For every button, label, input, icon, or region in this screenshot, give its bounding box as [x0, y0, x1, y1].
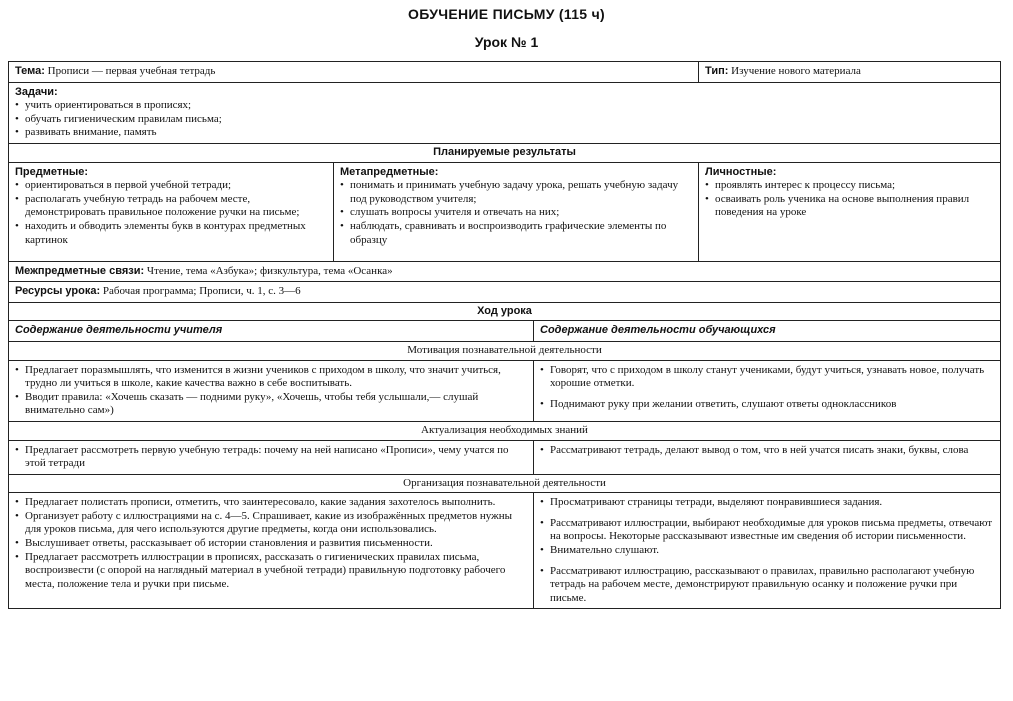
teacher-activity [9, 440, 534, 474]
list-item: • проявлять интерес к процессу письма; [705, 179, 994, 193]
lesson-plan-table [8, 61, 1001, 609]
list-item: • развивать внимание, память [15, 126, 994, 140]
topic-row [9, 62, 1001, 83]
stage-actualization: Актуализация необходимых знаний [9, 421, 1001, 440]
stage-row [9, 360, 1001, 421]
teacher-activity [9, 493, 534, 609]
interdisciplinary-links: Межпредметные связи: Чтение, тема «Азбука»; физкультура, тема «Осанка» [9, 261, 1001, 282]
meta-results: Метапредметные: • понимать и принимать учебную задачу урока, решать учебную задачу под руководством учителя; • слушать вопросы учителя и отвечать на них; • наблюдать, сравнивать и воспроизводить графические элементы по образцу [334, 162, 699, 261]
document-title: ОБУЧЕНИЕ ПИСЬМУ (115 ч) [408, 6, 605, 22]
list-item: • осваивать роль ученика на основе выполнения правил поведения на уроке [705, 193, 994, 220]
teacher-header: Содержание деятельности учителя [9, 321, 534, 342]
results-header: Планируемые результаты [9, 143, 1001, 162]
lesson-resources: Ресурсы урока: Рабочая программа; Прописи, ч. 1, с. 3—6 [9, 282, 1001, 303]
stage-row [9, 440, 1001, 474]
students-activity [534, 493, 1001, 609]
list-item: • Предлагает полистать прописи, отметить, что заинтересовало, какие задания захотелось выполнить. [15, 496, 527, 510]
list-item: • Рассматривают иллюстрацию, рассказывают о правилах, правильно располагают учебную тетрадь на рабочем месте, демонстрируют правильную осанку и положение ручки при письме. [540, 565, 994, 606]
list-item: • учить ориентироваться в прописях; [15, 99, 994, 113]
tasks-row [9, 82, 1001, 143]
stage-organization: Организация познавательной деятельности [9, 474, 1001, 493]
stage-row [9, 493, 1001, 609]
list-item: • наблюдать, сравнивать и воспроизводить графические элементы по образцу [340, 220, 692, 247]
list-item: • Просматривают страницы тетради, выделяют понравившиеся задания. [540, 496, 994, 510]
course-header: Ход урока [9, 302, 1001, 321]
topic-cell: Тема: Прописи — первая учебная тетрадь [9, 62, 699, 83]
students-activity [534, 440, 1001, 474]
list-item: • Предлагает поразмышлять, что изменится в жизни учеников с приходом в школу, что значит учиться, трудно ли учиться в школе, какие качества важно в себе воспитывать. [15, 364, 527, 391]
list-item: • понимать и принимать учебную задачу урока, решать учебную задачу под руководством учителя; [340, 179, 692, 206]
type-cell: Тип: Изучение нового материала [699, 62, 1001, 83]
list-item: • Внимательно слушают. [540, 544, 994, 558]
students-header: Содержание деятельности обучающихся [534, 321, 1001, 342]
list-item: • Организует работу с иллюстрациями на с. 4—5. Спрашивает, какие из изображённых предметов нужны для уроков письма, для чего используются другие предметы, когда они использовались. [15, 510, 527, 537]
list-item: • Предлагает рассмотреть первую учебную тетрадь: почему на ней написано «Прописи», чему учатся по этой тетради [15, 444, 527, 471]
students-activity [534, 360, 1001, 421]
tasks-cell: Задачи: • учить ориентироваться в прописях; • обучать гигиеническим правилам письма; • развивать внимание, память [9, 82, 1001, 143]
list-item: • Рассматривают иллюстрации, выбирают необходимые для уроков письма предметы, отвечают на вопросы. Некоторые рассказывают известные им сведения об истории письменности. [540, 517, 994, 544]
stage-motivation: Мотивация познавательной деятельности [9, 341, 1001, 360]
personal-results: Личностные: • проявлять интерес к процессу письма; • осваивать роль ученика на основе выполнения правил поведения на уроке [699, 162, 1001, 261]
list-item: • находить и обводить элементы букв в контурах предметных картинок [15, 220, 327, 247]
list-item: • Предлагает рассмотреть иллюстрации в прописях, рассказать о гигиенических правилах письма, воспроизвести (с опорой на наглядный материал в учебной тетради) правильную подготовку рабочего места, положение тела и ручки при письме. [15, 551, 527, 592]
column-headers [9, 321, 1001, 342]
list-item: • располагать учебную тетрадь на рабочем месте, демонстрировать правильное положение ручки на письме; [15, 193, 327, 220]
list-item: • слушать вопросы учителя и отвечать на них; [340, 206, 692, 220]
list-item: • ориентироваться в первой учебной тетради; [15, 179, 327, 193]
subject-results: Предметные: • ориентироваться в первой учебной тетради; • располагать учебную тетрадь на рабочем месте, демонстрировать правильное положение ручки на письме; • находить и обводить элементы букв в контурах предметных картинок [9, 162, 334, 261]
list-item: • Выслушивает ответы, рассказывает об истории становления и развития письменности. [15, 537, 527, 551]
teacher-activity [9, 360, 534, 421]
list-item: • Рассматривают тетрадь, делают вывод о том, что в ней учатся писать знаки, буквы, слова [540, 444, 994, 458]
list-item: • Вводит правила: «Хочешь сказать — подними руку», «Хочешь, чтобы тебя услышали,— слушай внимательно сам») [15, 391, 527, 418]
list-item: • Поднимают руку при желании ответить, слушают ответы одноклассников [540, 398, 994, 412]
list-item: • Говорят, что с приходом в школу станут учениками, будут учиться, узнавать новое, получать хорошие отметки. [540, 364, 994, 391]
results-row [9, 162, 1001, 261]
list-item: • обучать гигиеническим правилам письма; [15, 113, 994, 127]
lesson-number: Урок № 1 [474, 34, 539, 50]
